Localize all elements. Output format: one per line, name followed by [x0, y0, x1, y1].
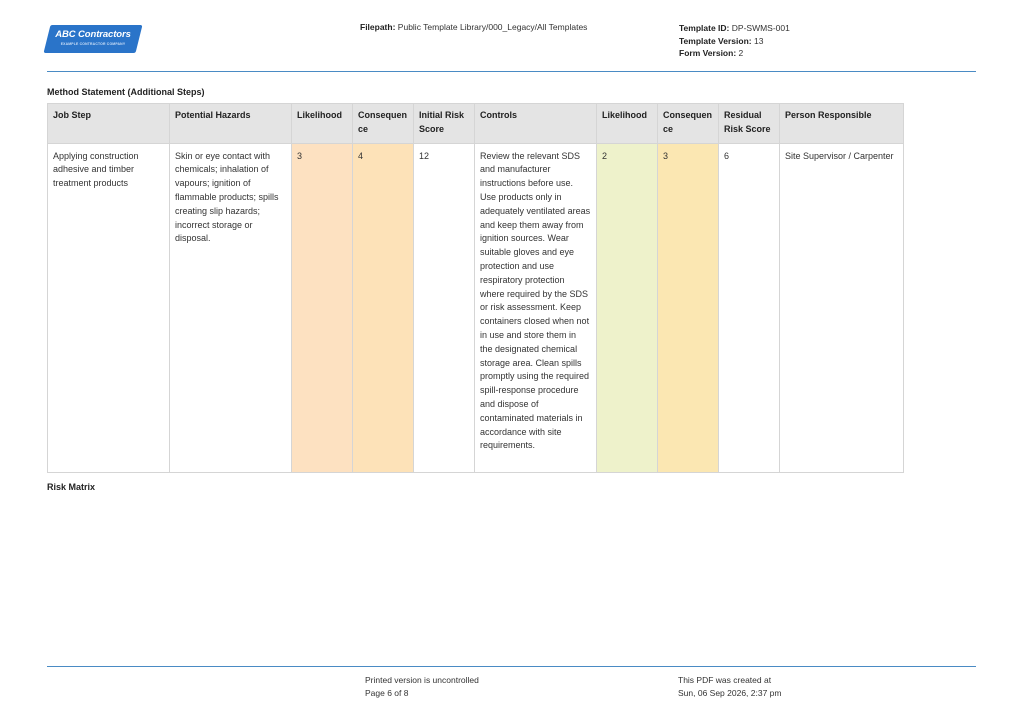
col-person-responsible: Person Responsible [780, 104, 904, 144]
cell-residual-likelihood: 2 [597, 143, 658, 472]
section-title-method-statement: Method Statement (Additional Steps) [47, 87, 205, 97]
col-residual-consequence: Consequen ce [658, 104, 719, 144]
template-version-label: Template Version: [679, 35, 752, 46]
footer-uncontrolled: Printed version is uncontrolled [365, 675, 479, 685]
footer-created-label: This PDF was created at [678, 675, 772, 685]
filepath-value: Public Template Library/000_Legacy/All Templates [397, 22, 588, 32]
col-residual-risk-score: Residual Risk Score [719, 104, 780, 144]
filepath [360, 22, 587, 32]
company-logo [47, 25, 139, 53]
template-version [679, 35, 790, 48]
section-title-risk-matrix: Risk Matrix [47, 482, 96, 492]
form-version-label: Form Version: [679, 48, 737, 58]
col-consequence: Consequen ce [353, 104, 414, 144]
cell-residual-consequence: 3 [658, 143, 719, 472]
form-version-value: 2 [738, 48, 744, 58]
cell-job-step: Applying construction adhesive and timber treatment products [48, 143, 170, 472]
cell-consequence: 4 [353, 143, 414, 472]
cell-likelihood: 3 [292, 143, 353, 472]
logo-tagline: EXAMPLE CONTRACTOR COMPANY [60, 42, 126, 46]
template-id-value: DP-SWMS-001 [731, 23, 790, 33]
template-version-value: 13 [753, 35, 764, 46]
method-statement-table [47, 103, 904, 473]
footer-print-info [365, 674, 479, 699]
cell-residual-risk-score: 6 [719, 143, 780, 472]
footer-page-number: Page 6 of 8 [365, 687, 409, 698]
table-row [48, 143, 904, 472]
cell-potential-hazards: Skin or eye contact with chemicals; inhalation of vapours; ignition of flammable products; spills creating slip hazards; incorrect storage or disposal. [170, 143, 292, 472]
filepath-label: Filepath: [360, 22, 396, 32]
footer-divider [47, 666, 976, 667]
header-divider [47, 71, 976, 72]
col-job-step: Job Step [48, 104, 170, 144]
cell-initial-risk-score: 12 [414, 143, 475, 472]
form-version [679, 47, 790, 60]
template-meta [679, 22, 790, 60]
cell-person-responsible: Site Supervisor / Carpenter [780, 143, 904, 472]
logo-name: ABC Contractors [55, 29, 131, 40]
col-likelihood: Likelihood [292, 104, 353, 144]
template-id [679, 22, 790, 35]
footer-created-date: Sun, 06 Sep 2026, 2:37 pm [678, 687, 782, 698]
col-residual-likelihood: Likelihood [597, 104, 658, 144]
cell-controls: Review the relevant SDS and manufacturer instructions before use. Use products only in adequately ventilated areas and keep them away from ignition sources. Wear suitable gloves and eye protection and use respiratory protection where required by the SDS or risk assessment. Keep containers closed when not in use and store them in the designated chemical storage area. Clean spills promptly using the required spill-response procedure and dispose of contaminated materials in accordance with site requirements. [475, 143, 597, 472]
col-initial-risk-score: Initial Risk Score [414, 104, 475, 144]
col-potential-hazards: Potential Hazards [170, 104, 292, 144]
footer-created-info [678, 674, 782, 699]
template-id-label: Template ID: [679, 23, 730, 33]
col-controls: Controls [475, 104, 597, 144]
table-header-row [48, 104, 904, 144]
